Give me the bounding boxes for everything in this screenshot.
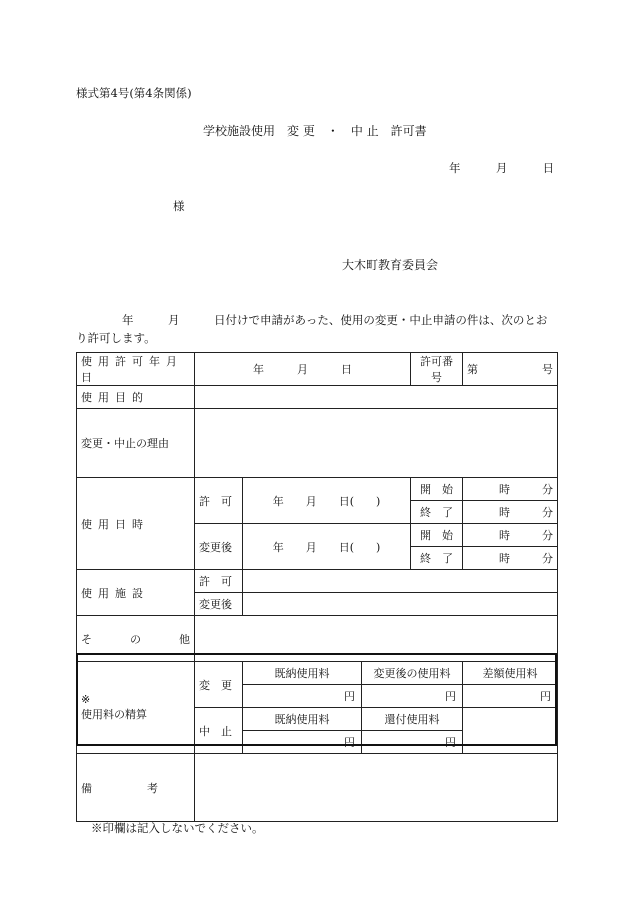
permit-date-label: 使用許可年月日 [77, 353, 195, 386]
start-label: 開 始 [411, 478, 463, 501]
refund-fee-label: 還付使用料 [362, 708, 463, 731]
permit-no-value: 第 号 [463, 353, 558, 386]
cancel-label: 中 止 [195, 708, 243, 754]
document-title: 学校施設使用 変 更 ・ 中 止 許可書 [203, 124, 427, 138]
permit-no-label: 許可番号 [411, 353, 463, 386]
permit-date-value: 年 月 日 [195, 353, 411, 386]
other-value [195, 616, 558, 662]
body-text: 年 月 日付けで申請があった、使用の変更・中止申請の件は、次のとおり許可します。 [76, 313, 548, 345]
permit-label: 許 可 [195, 478, 243, 524]
cancel-paid-fee-yen: 円 [243, 731, 362, 754]
issuer: 大木町教育委員会 [342, 258, 439, 272]
start-time: 時 分 [463, 478, 558, 501]
remarks-label: 備 考 [77, 754, 195, 822]
reason-value [195, 409, 558, 478]
purpose-value [195, 386, 558, 409]
cancel-paid-fee-label: 既納使用料 [243, 708, 362, 731]
form-id: 様式第4号(第4条関係) [76, 86, 192, 100]
remarks-value [195, 754, 558, 822]
date-year: 年 [449, 161, 461, 175]
paid-fee-label: 既納使用料 [243, 662, 362, 685]
facility-permit-label: 許 可 [195, 570, 243, 593]
facility-permit-value [243, 570, 558, 593]
datetime-label: 使用日時 [77, 478, 195, 570]
change-label: 変 更 [195, 662, 243, 708]
end-label: 終 了 [411, 501, 463, 524]
date-month: 月 [495, 161, 508, 175]
recipient-suffix: 様 [173, 199, 185, 213]
changed-fee-yen: 円 [362, 685, 463, 708]
end-time: 時 分 [463, 501, 558, 524]
paid-fee-yen: 円 [243, 685, 362, 708]
facility-label: 使用施設 [77, 570, 195, 616]
after-start-label: 開 始 [411, 524, 463, 547]
diff-fee-yen: 円 [463, 685, 558, 708]
issue-date [449, 160, 554, 176]
after-end-time: 時 分 [463, 547, 558, 570]
date-day: 日 [542, 161, 555, 175]
reason-label: 変更・中止の理由 [77, 409, 195, 478]
purpose-label: 使用目的 [77, 386, 195, 409]
permit-date: 年 月 日( ) [243, 478, 411, 524]
diff-fee-label: 差額使用料 [463, 662, 558, 685]
permit-table [76, 352, 558, 822]
after-start-time: 時 分 [463, 524, 558, 547]
changed-fee-label: 変更後の使用料 [362, 662, 463, 685]
after-date: 年 月 日( ) [243, 524, 411, 570]
fee-label-cell [77, 662, 195, 754]
cancel-empty [463, 708, 558, 754]
fee-mark: ※ [81, 693, 91, 706]
note: ※印欄は記入しないでください。 [91, 821, 264, 835]
after-end-label: 終 了 [411, 547, 463, 570]
facility-after-label: 変更後 [195, 593, 243, 616]
fee-label: 使用料の精算 [81, 708, 147, 721]
refund-fee-yen: 円 [362, 731, 463, 754]
after-label: 変更後 [195, 524, 243, 570]
facility-after-value [243, 593, 558, 616]
other-label: そ の 他 [77, 616, 195, 662]
